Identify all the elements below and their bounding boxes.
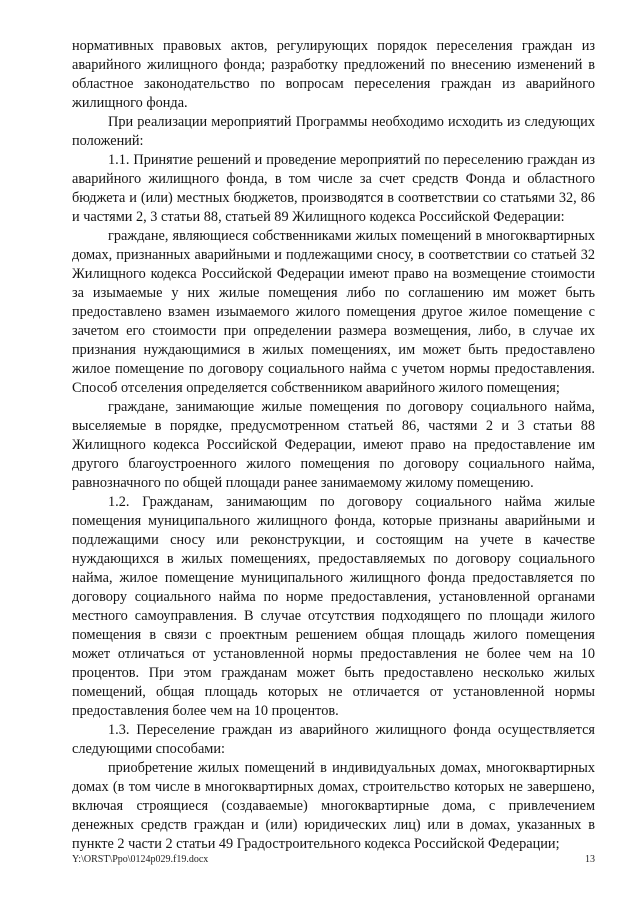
paragraph-owners: граждане, являющиеся собственниками жилых помещений в многоквартирных домах, признанных аварийными и подлежащими сносу, в соответствии со статьей 32 Жилищного кодекса Российской Федерации имеют право на возмещение стоимости за изымаемые у них жилые помещения либо по соглашению им может быть предоставлено взамен изымаемого жилого помещения другое жилое помещение с зачетом его стоимости при определении размера возмещения, либо, в случае их признания нуждающимися в жилых помещениях, им может быть предоставлено жилое помещение по договору социального найма с учетом нормы предоставления. Способ отселения определяется собственником аварийного жилого помещения; <box>72 228 595 396</box>
paragraph-tenants: граждане, занимающие жилые помещения по договору социального найма, выселяемые в порядке, предусмотренном статьей 86, частями 2 и 3 статьи 88 Жилищного кодекса Российской Федерации, имеют право на предоставление им другого благоустроенного жилого помещения по договору социального найма, равнозначного по общей площади ранее занимаемому жилому помещению. <box>72 399 595 491</box>
paragraph-1-2: 1.2. Гражданам, занимающим по договору социального найма жилые помещения муниципального жилищного фонда, которые признаны аварийными и подлежащими сносу или реконструкции, и состоящим на учете в качестве нуждающихся в жилых помещениях, предоставляемых по договору социального найма, жилое помещение муниципального жилищного фонда предоставляется по договору социального найма по норме предоставления, установленной органами местного самоуправления. В случае отсутствия подходящего по площади жилого помещения в связи с проектным решением общая площадь жилого помещения может отличаться от установленной нормы предоставления не более чем на 10 процентов. При этом гражданам может быть предоставлено несколько жилых помещений, общая площадь которых не отличается от установленной нормы предоставления более чем на 10 процентов. <box>72 494 595 719</box>
document-body <box>72 37 595 854</box>
paragraph-1-1: 1.1. Принятие решений и проведение мероприятий по переселению граждан из аварийного жилищного фонда, в том числе за счет средств Фонда и областного бюджета и (или) местных бюджетов, производятся в соответствии со статьями 32, 86 и частями 2, 3 статьи 88, статьей 89 Жилищного кодекса Российской Федерации: <box>72 152 595 225</box>
paragraph-continuation: нормативных правовых актов, регулирующих порядок переселения граждан из аварийного жилищного фонда; разработку предложений по внесению изменений в областное законодательство по вопросам переселения граждан из аварийного жилищного фонда. <box>72 38 595 111</box>
paragraph-acquisition: приобретение жилых помещений в индивидуальных домах, многоквартирных домах (в том числе в многоквартирных домах, строительство которых не завершено, включая строящиеся (создаваемые) многоквартирные дома, с привлечением денежных средств граждан и (или) юридических лиц) или в домах, указанных в пункте 2 части 2 статьи 49 Градостроительного кодекса Российской Федерации; <box>72 760 595 852</box>
paragraph-1-3: 1.3. Переселение граждан из аварийного жилищного фонда осуществляется следующими способами: <box>72 722 595 757</box>
footer-file-path: Y:\ORST\Ppo\0124p029.f19.docx <box>72 854 209 865</box>
paragraph-intro: При реализации мероприятий Программы необходимо исходить из следующих положений: <box>72 114 595 149</box>
page-number: 13 <box>585 854 595 865</box>
